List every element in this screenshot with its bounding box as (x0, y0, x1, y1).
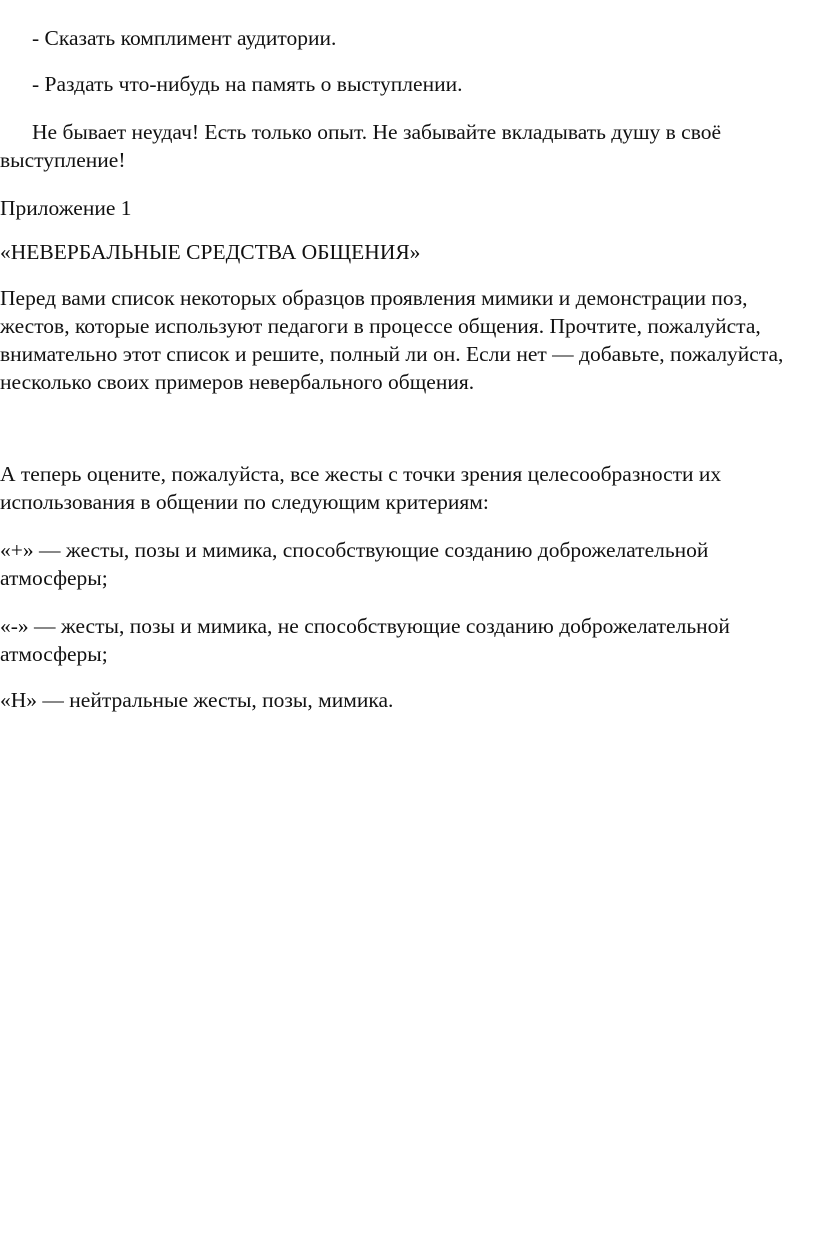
criterion-plus: «+» — жесты, позы и мимика, способствующие созданию доброжелательной атмосферы; (0, 538, 709, 590)
criterion-neutral: «Н» — нейтральные жесты, позы, мимика. (0, 688, 394, 712)
tip-souvenir: - Раздать что-нибудь на память о выступлении. (32, 72, 463, 96)
appendix-label: Приложение 1 (0, 196, 132, 220)
tip-compliment: - Сказать комплимент аудитории. (32, 26, 337, 50)
evaluation-paragraph: А теперь оцените, пожалуйста, все жесты с точки зрения целесообразности их использования в общении по следующим критериям: (0, 462, 722, 514)
closing-paragraph: Не бывает неудач! Есть только опыт. Не забывайте вкладывать душу в своё выступление! (0, 120, 722, 172)
criterion-minus: «-» — жесты, позы и мимика, не способствующие созданию доброжелательной атмосферы; (0, 614, 730, 666)
instruction-paragraph: Перед вами список некоторых образцов проявления мимики и демонстрации поз, жестов, которые используют педагоги в процессе общения. Прочтите, пожалуйста, внимательно этот список и решите, полный ли он. Если нет — добавьте, пожалуйста, несколько своих примеров невербального общения. (0, 286, 784, 394)
appendix-title: «НЕВЕРБАЛЬНЫЕ СРЕДСТВА ОБЩЕНИЯ» (0, 240, 421, 264)
